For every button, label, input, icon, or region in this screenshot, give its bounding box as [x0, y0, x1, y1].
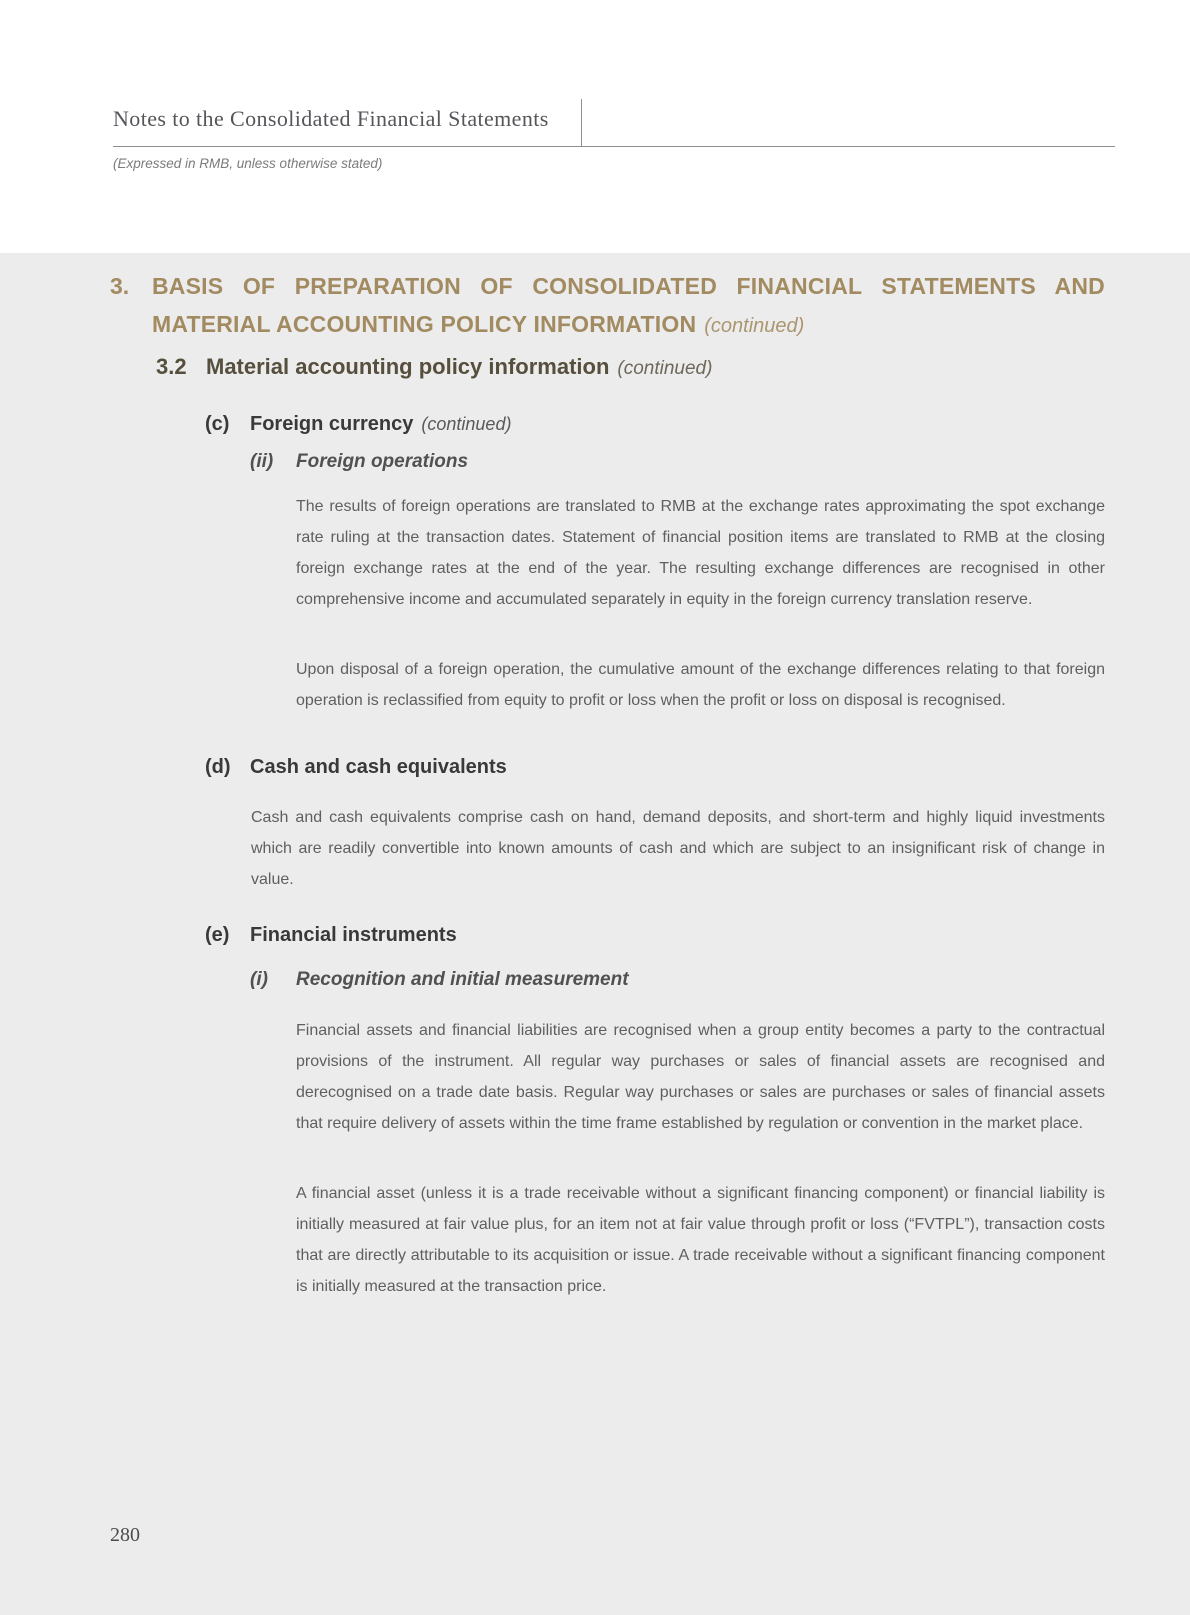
section-3-title-line2 [152, 308, 1105, 343]
block-e-heading [205, 922, 1105, 949]
block-c-heading [205, 411, 1105, 438]
header-horizontal-rule [113, 146, 1115, 147]
paragraph-cash-equivalents: Cash and cash equivalents comprise cash on hand, demand deposits, and short-term and highly liquid investments which are readily convertible into known amounts of cash and which are subject to an insignificant risk of change in value. [251, 809, 1105, 888]
block-c-continued: (continued) [421, 414, 512, 434]
block-d-title: Cash and cash equivalents [250, 756, 507, 778]
subsection-3-2-title-text: Material accounting policy information [206, 354, 610, 379]
subsection-3-2-continued: (continued) [617, 358, 713, 379]
header-vertical-divider [581, 99, 582, 146]
subsection-3-2-title [206, 352, 712, 384]
block-c-ii-title: Foreign operations [296, 451, 469, 472]
block-e-label: (e) [205, 924, 230, 946]
block-c-ii-heading [250, 449, 1105, 475]
block-e-i-title: Recognition and initial measurement [296, 969, 629, 990]
subsection-3-2-number: 3.2 [156, 354, 187, 379]
section-3-heading [110, 270, 1105, 343]
paragraph-foreign-operations-2: Upon disposal of a foreign operation, the cumulative amount of the exchange differences relating to that foreign operation is reclassified from equity to profit or loss when the profit or loss on disposal is recognised. [296, 661, 1105, 709]
block-e-i-label: (i) [250, 969, 268, 990]
section-3-continued: (continued) [704, 315, 805, 337]
block-d-label: (d) [205, 756, 231, 778]
block-c-title [250, 411, 511, 438]
block-e-title: Financial instruments [250, 924, 457, 946]
paragraph-foreign-operations-1: The results of foreign operations are translated to RMB at the exchange rates approximating the spot exchange rate ruling at the transaction dates. Statement of financial position items are translated to RMB at the closing foreign exchange rates at the end of the year. The resulting exchange differences are recognised in other comprehensive income and accumulated separately in equity in the foreign currency translation reserve. [296, 498, 1105, 608]
block-d-heading [205, 754, 1105, 781]
block-c-title-text: Foreign currency [250, 413, 414, 435]
section-3 [110, 270, 1105, 1302]
document-subtitle: (Expressed in RMB, unless otherwise stated) [113, 156, 383, 171]
paragraph-recognition-2: A financial asset (unless it is a trade receivable without a significant financing component) or financial liability is initially measured at fair value plus, for an item not at fair value through profit or loss (“FVTPL”), transaction costs that are directly attributable to its acquisition or issue. A trade receivable without a significant financing component is initially measured at the transaction price. [296, 1185, 1105, 1295]
document-title: Notes to the Consolidated Financial Statements [113, 106, 549, 131]
section-3-title-line1: BASIS OF PREPARATION OF CONSOLIDATED FINANCIAL STATEMENTS AND [152, 273, 1105, 299]
block-e-i-heading [250, 967, 1105, 993]
page-header [0, 0, 1190, 253]
page-content [0, 253, 1190, 1615]
section-3-number: 3. [110, 273, 130, 299]
paragraph-recognition-1: Financial assets and financial liabilities are recognised when a group entity becomes a party to the contractual provisions of the instrument. All regular way purchases or sales of financial assets are recognised and derecognised on a trade date basis. Regular way purchases or sales are purchases or sales of financial assets that require delivery of assets within the time frame established by regulation or convention in the market place. [296, 1022, 1105, 1132]
block-c-label: (c) [205, 413, 230, 435]
block-c-ii-label: (ii) [250, 451, 274, 472]
page-number: 280 [110, 1524, 140, 1546]
section-3-title [152, 270, 1105, 343]
section-3-title-line2-text: MATERIAL ACCOUNTING POLICY INFORMATION [152, 311, 697, 337]
subsection-3-2-heading [156, 352, 1105, 384]
